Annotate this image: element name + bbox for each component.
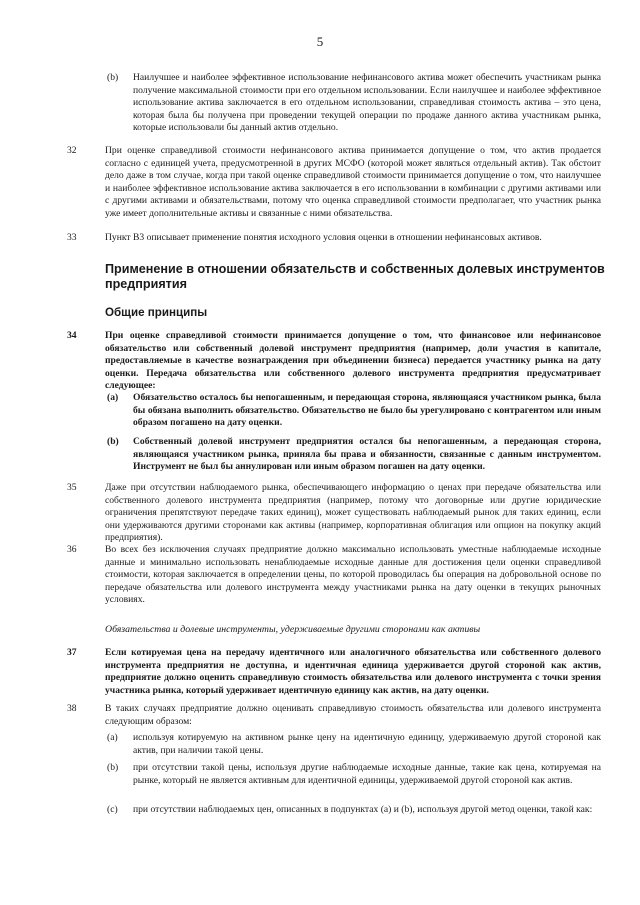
subsection-heading: Общие принципы xyxy=(105,306,208,319)
list-item-label: (a) xyxy=(107,732,118,743)
page-number: 5 xyxy=(316,34,324,49)
paragraph-text: Пункт B3 описывает применение понятия исходного условия оценки в отношении нефинансовых активов. xyxy=(105,232,542,243)
paragraph-text: Во всех без исключения случаях предприятие должно максимально использовать уместные наблюдаемые исходные данные и минимально использовать ненаблюдаемые исходные данные для достижения цели оценки справедливой стоимости, которая заключается в определении цены, по которой проводилась бы операция на добровольной основе по передаче обязательства или долевого инструмента между участниками рынка на дату оценки в текущих рыночных условиях. xyxy=(105,544,601,606)
paragraph-number: 33 xyxy=(67,232,77,243)
paragraph-text: При оценке справедливой стоимости нефинансового актива принимается допущение о том, что актив продается согласно с единицей учета, предусмотренной в других МСФО (которой может являться отдельный актив). Так обстоит дело даже в том случае, когда при такой оценке справедливой стоимости принимается допущение о том, что наилучшее и наиболее эффективное использование актива заключается в его использовании в комбинации с другими активами или с другими активами и обязательствами, потому что оценка справедливой стоимости предполагает, что участник рынка уже имеет дополнительные активы и связанные с ними обязательства. xyxy=(105,145,601,219)
paragraph-number: 38 xyxy=(67,703,77,714)
list-item-text: при отсутствии такой цены, используя другие наблюдаемые исходные данные, такие как цена, котируемая на рынке, который не является активным для идентичной единицы, удерживаемой другой стороной как актив. xyxy=(133,762,601,786)
list-item-b-top xyxy=(107,72,601,138)
paragraph-text: В таких случаях предприятие должно оценивать справедливую стоимость обязательства или долевого инструмента следующим образом: xyxy=(105,703,601,727)
paragraph-text: Если котируемая цена на передачу идентичного или аналогичного обязательства или собственного долевого инструмента предприятия не доступна, и идентичная единица удерживается другой стороной как актив, предприятие должно оценить справедливую стоимость обязательства или долевого инструмента с точки зрения участника рынка, который удерживает идентичную единицу как актив, на дату оценки. xyxy=(105,647,601,696)
list-item-label: (c) xyxy=(107,804,118,815)
paragraph-number: 32 xyxy=(67,145,77,156)
paragraph-number: 35 xyxy=(67,482,77,493)
list-item-label: (a) xyxy=(107,392,119,403)
paragraph-number: 36 xyxy=(67,544,77,555)
paragraph-text: Даже при отсутствии наблюдаемого рынка, обеспечивающего информацию о ценах при передаче обязательства или собственного долевого инструмента предприятия (например, потому что договорные или другие юридические ограничения препятствуют передаче таких единиц), может существовать наблюдаемый рынок для таких единиц, если они удерживаются другими сторонами как активы (например, корпоративная облигация или опцион на покупку акций предприятия). xyxy=(105,482,601,544)
list-item-text: при отсутствии наблюдаемых цен, описанных в подпунктах (a) и (b), используя другой метод оценки, такой как: xyxy=(133,804,593,815)
list-item-label: (b) xyxy=(107,436,119,447)
italic-subheading: Обязательства и долевые инструменты, удерживаемые другими сторонами как активы xyxy=(105,624,481,635)
paragraph-number: 34 xyxy=(67,330,77,341)
list-item-text: Собственный долевой инструмент предприятия остался бы непогашенным, а передающая сторона, являющаяся участником рынка, приняла бы права и обязанности, связанные с данным инструментом. Инструмент не был бы аннулирован или иным образом погашен на дату оценки. xyxy=(133,436,601,473)
list-item-label: (b) xyxy=(107,762,119,773)
paragraph-text: При оценке справедливой стоимости принимается допущение о том, что финансовое или нефинансовое обязательство или собственный долевой инструмент предприятия (например, доли участия в капитале, предоставляемые в качестве вознаграждения при объединении бизнеса) передается участнику рынка на дату оценки. Передача обязательства или собственного долевого инструмента предприятия предусматривает следующее: xyxy=(105,330,601,392)
paragraph-number: 37 xyxy=(67,647,77,658)
list-item-text: Наилучшее и наиболее эффективное использование нефинансового актива может обеспечить участникам рынка получение максимальной стоимости при его отдельном использовании. Если наилучшее и наиболее эффективное использование актива заключается в его отдельном использовании, справедливая стоимость актива – это цена, которая была бы получена при проведении текущей операции по продаже данного актива участникам рынка, которые использовали бы данный актив отдельно. xyxy=(133,72,601,134)
list-item-text: используя котируемую на активном рынке цену на идентичную единицу, удерживаемую другой стороной как актив, при наличии такой цены. xyxy=(133,732,601,756)
section-heading: Применение в отношении обязательств и собственных долевых инструментов предприятия xyxy=(105,262,605,291)
list-item-label: (b) xyxy=(107,72,119,83)
list-item-text: Обязательство осталось бы непогашенным, и передающая сторона, являющаяся участником рынка, была бы обязана выполнить обязательство. Обязательство не было бы урегулировано с контрагентом или иным образом погашено на дату оценки. xyxy=(133,392,601,429)
